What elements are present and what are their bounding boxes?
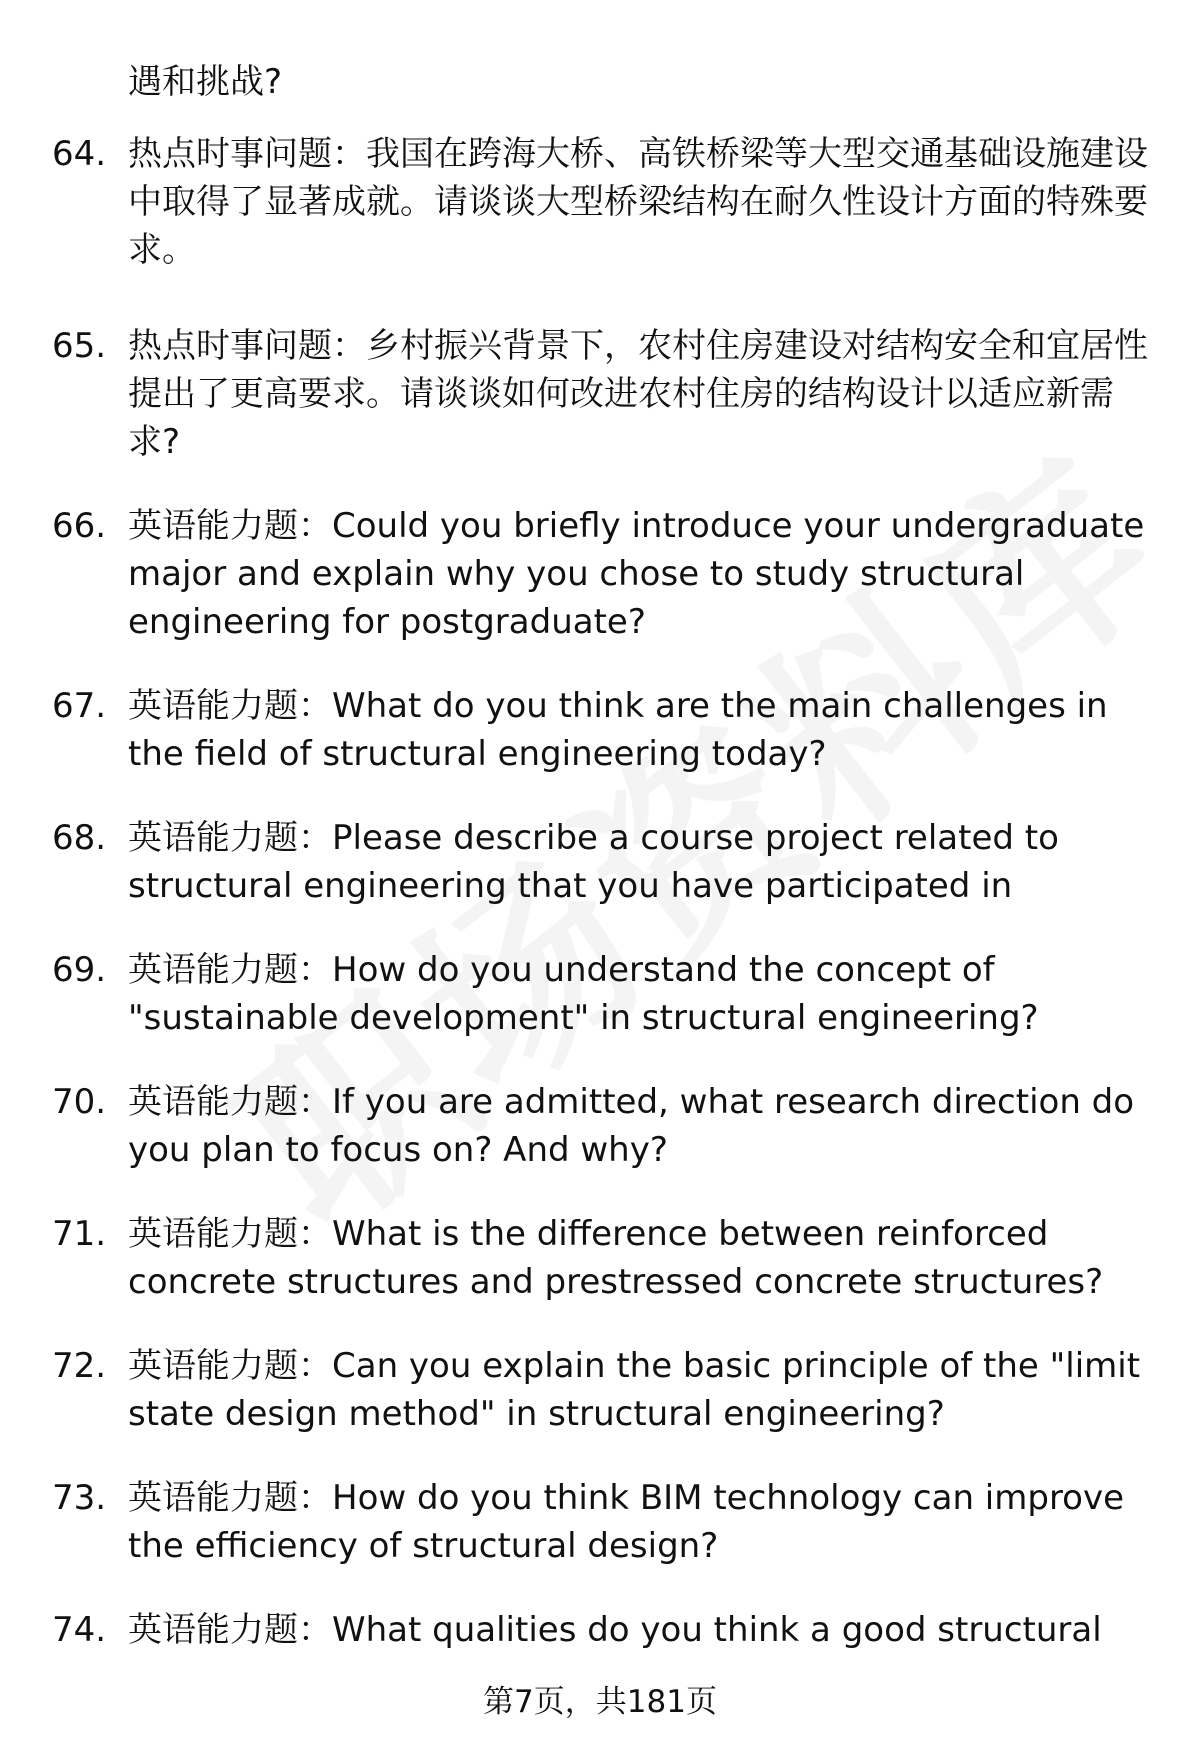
question-text: 英语能力题：Could you briefly introduce your undergraduate major and explain why you chose to study structural engineering for postgraduate? [128,506,1145,642]
question-text: 英语能力题：How do you understand the concept of "sustainable development" in structural engineering? [128,950,1039,1038]
question-number: 67. [52,686,107,726]
page-number-footer: 第7页，共181页 [483,1684,717,1720]
question-text: 英语能力题：How do you think BIM technology can improve the efficiency of structural design? [128,1478,1125,1566]
question-text: 英语能力题：Can you explain the basic principle of the "limit state design method" in structural engineering? [128,1346,1141,1434]
question-number: 74. [52,1610,107,1650]
question-text: 英语能力题：Please describe a course project related to structural engineering that you have participated in [128,818,1059,906]
question-number: 65. [52,326,107,366]
question-text: 英语能力题：What qualities do you think a good structural [128,1610,1102,1650]
question-number: 73. [52,1478,107,1518]
question-text: 英语能力题：What is the difference between reinforced concrete structures and prestressed concrete structures? [128,1214,1104,1302]
question-text: 热点时事问题：我国在跨海大桥、高铁桥梁等大型交通基础设施建设中取得了显著成就。请谈谈大型桥梁结构在耐久性设计方面的特殊要求。 [128,134,1148,270]
continued-question-text: 遇和挑战? [128,62,283,102]
question-number: 69. [52,950,107,990]
question-number: 71. [52,1214,107,1254]
question-number: 66. [52,506,107,546]
question-number: 72. [52,1346,107,1386]
question-number: 68. [52,818,107,858]
question-text: 英语能力题：If you are admitted, what research direction do you plan to focus on? And why? [128,1082,1135,1170]
question-number: 70. [52,1082,107,1122]
question-number: 64. [52,134,107,174]
question-text: 热点时事问题：乡村振兴背景下，农村住房建设对结构安全和宜居性提出了更高要求。请谈谈如何改进农村住房的结构设计以适应新需求? [128,326,1148,462]
question-text: 英语能力题：What do you think are the main challenges in the field of structural engineering today? [128,686,1108,774]
